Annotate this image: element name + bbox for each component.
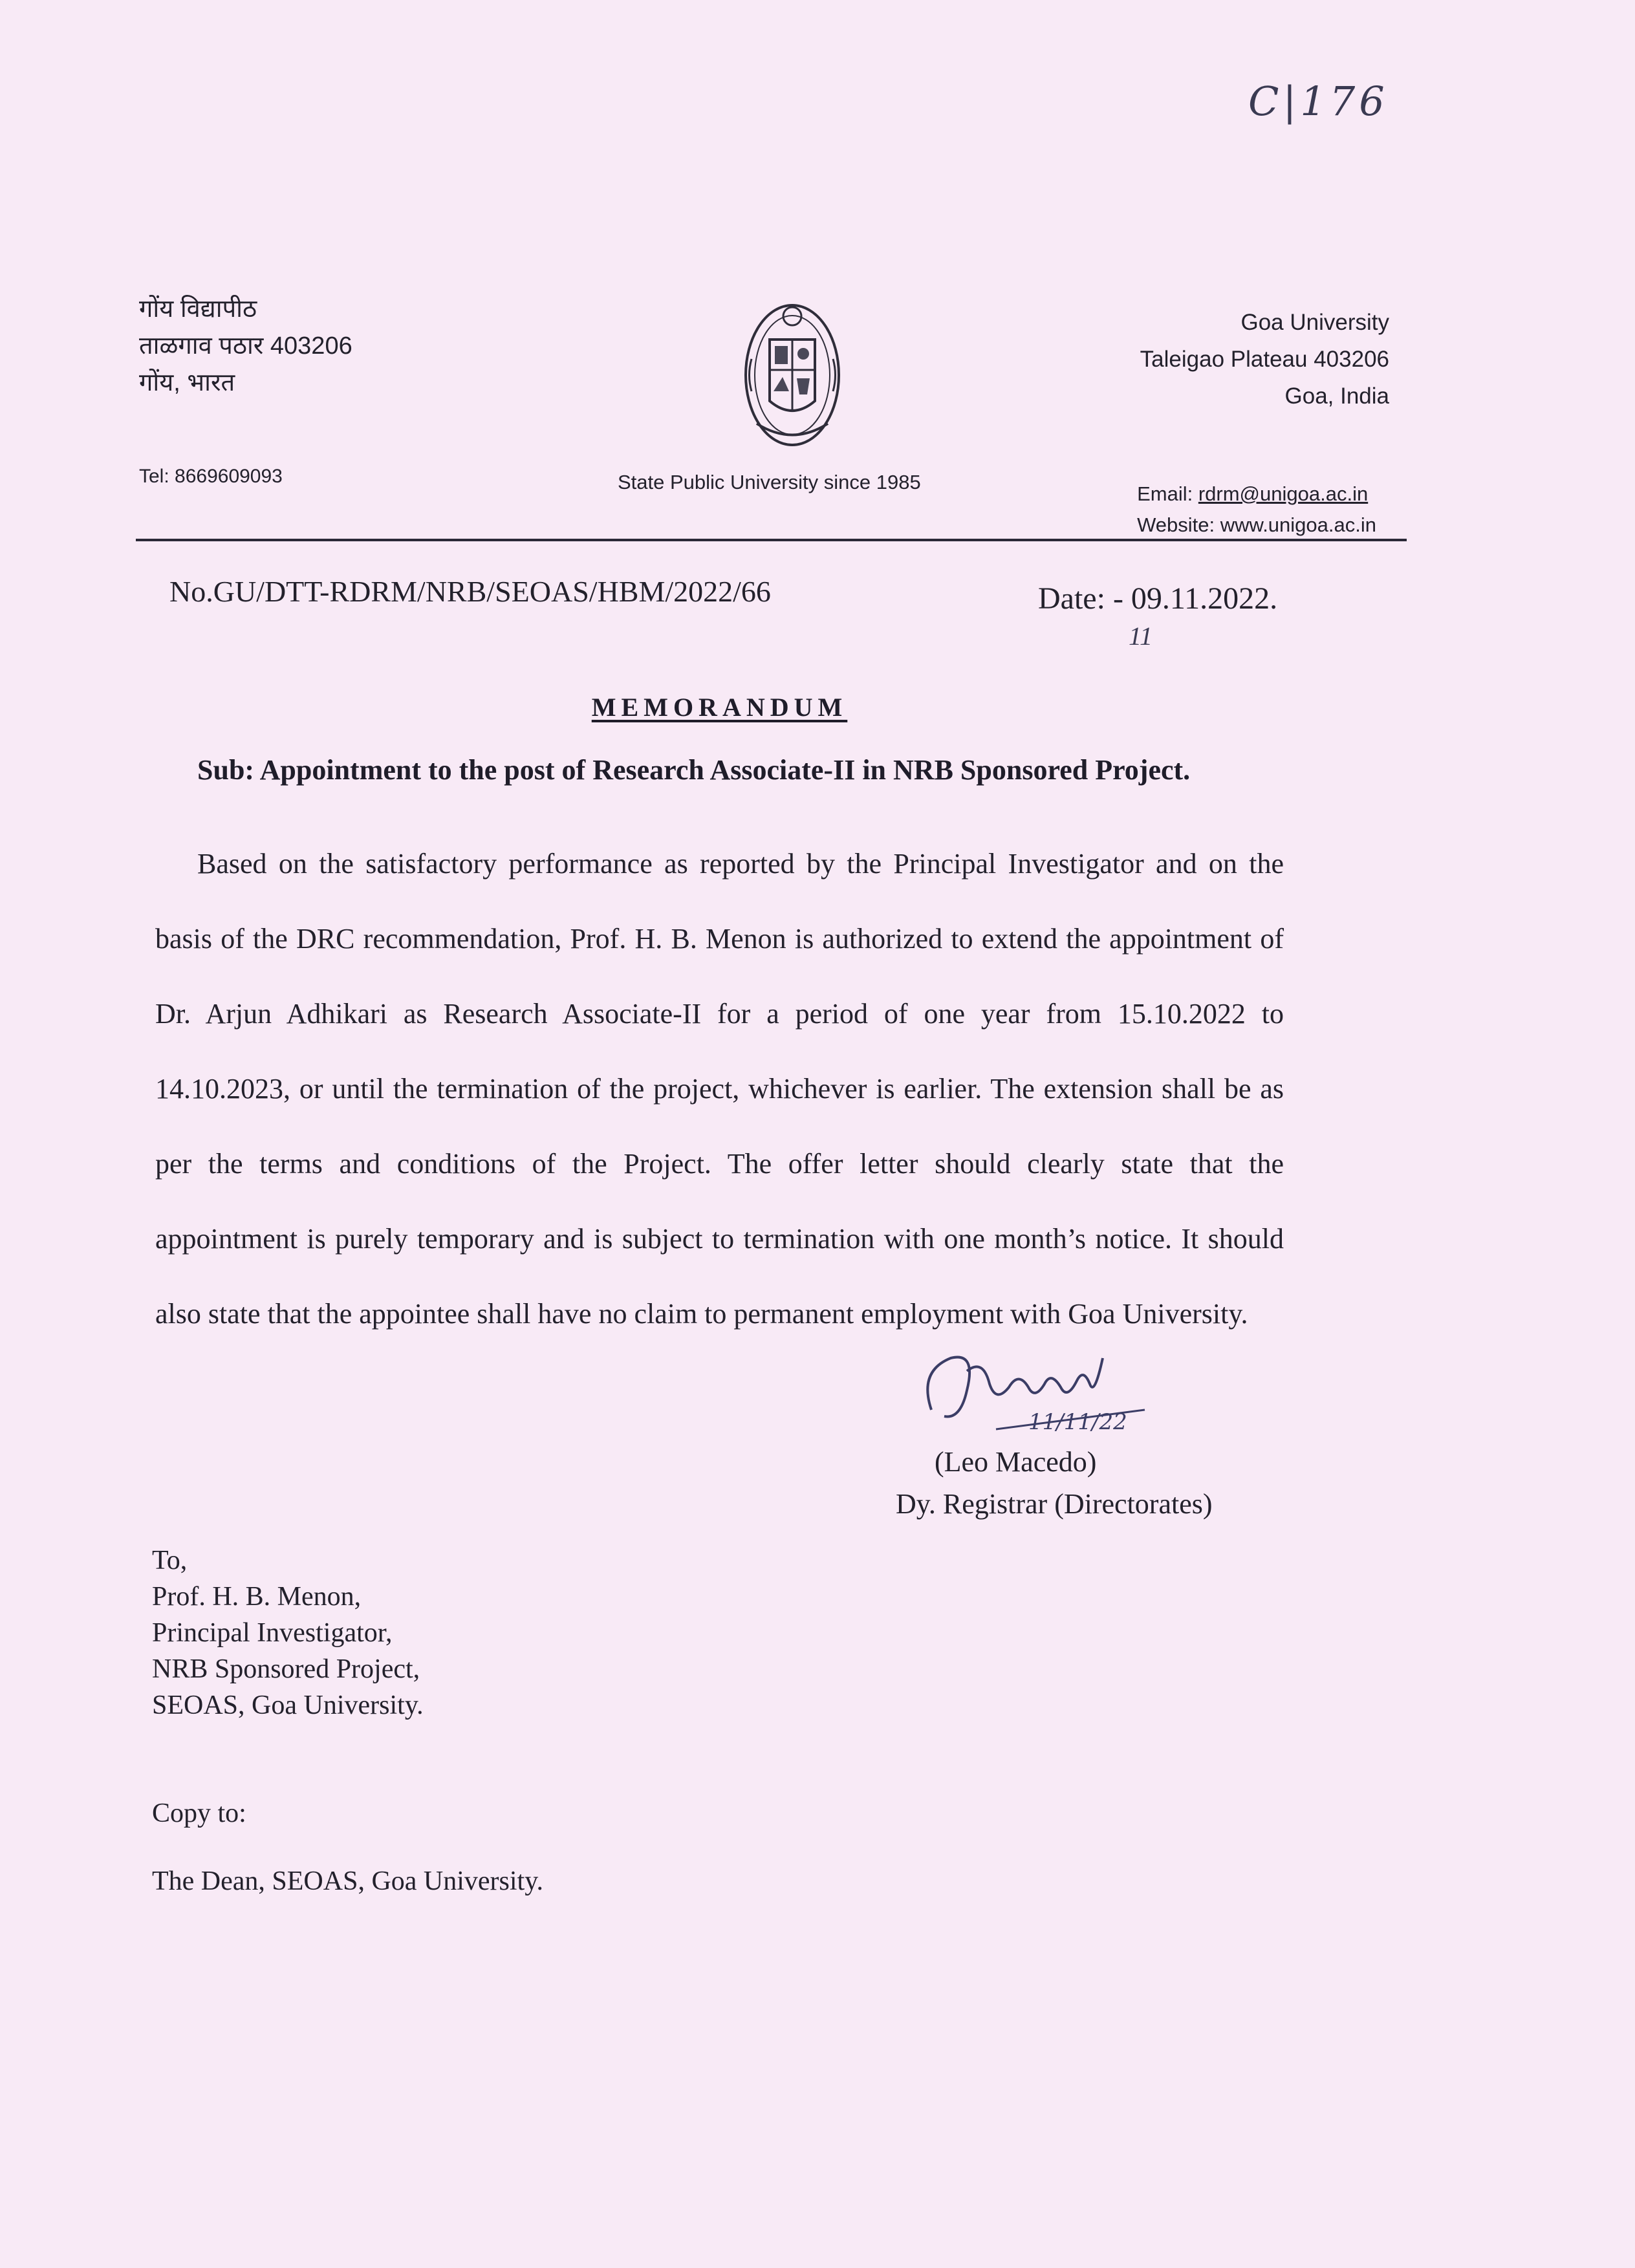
date-correction: 11 [1129,621,1153,651]
copy-to-item: The Dean, SEOAS, Goa University. [152,1866,544,1896]
signer-designation: Dy. Registrar (Directorates) [896,1488,1213,1520]
hindi-line: ताळगाव पठार 403206 [139,332,352,360]
goa-university-seal-icon [737,294,847,456]
hindi-line: गोंय विद्यापीठ [139,296,257,323]
letterhead-hindi-address [139,291,352,402]
reference-number: No.GU/DTT-RDRM/NRB/SEOAS/HBM/2022/66 [169,575,771,608]
email-line [1137,479,1376,510]
addressee-line: SEOAS, Goa University. [152,1690,424,1720]
signature-date: 11/11/22 [1028,1409,1127,1435]
letterhead-divider [136,539,1407,541]
addressee-line: To, [152,1546,188,1575]
signer-name: (Leo Macedo) [935,1446,1097,1478]
contact-block [1137,479,1376,541]
english-line: Goa, India [1284,383,1389,409]
memo-title: MEMORANDUM [591,693,848,722]
handwritten-signature [905,1332,1164,1442]
english-line: Goa University [1240,310,1389,335]
website-line[interactable]: Website: www.unigoa.ac.in [1137,513,1376,536]
email-label: Email: [1137,482,1198,505]
telephone: Tel: 8669609093 [139,466,283,487]
addressee-block [152,1542,424,1723]
email-link[interactable]: rdrm@unigoa.ac.in [1198,482,1369,505]
memo-subject: Sub: Appointment to the post of Research Associate-II in NRB Sponsored Project. [197,754,1191,786]
copy-to-label: Copy to: [152,1798,246,1828]
addressee-line: NRB Sponsored Project, [152,1654,420,1684]
addressee-line: Principal Investigator, [152,1618,393,1648]
letterhead-english-address [1140,304,1389,415]
english-line: Taleigao Plateau 403206 [1140,347,1389,372]
memo-date: Date: - 09.11.2022. [1038,581,1278,616]
handwritten-file-note: C|176 [1248,78,1389,125]
addressee-line: Prof. H. B. Menon, [152,1582,362,1612]
university-tagline: State Public University since 1985 [618,471,921,493]
hindi-line: गोंय, भारत [139,369,235,396]
memo-body: Based on the satisfactory performance as reported by the Principal Investigator and on the basis of the DRC recommendation, Prof. H. B. Menon is authorized to extend the appointment of Dr. Arjun Adhikari as Research Associate-II for a period of one year from 15.10.2022 to 14.10.2023, or until the termination of the project, whichever is earlier. The extension shall be as per the terms and conditions of the Project. The offer letter should clearly state that the appointment is purely temporary and is subject to termination with one month’s notice. It should also state that the appointee shall have no claim to permanent employment with Goa University. [155,848,1284,1330]
